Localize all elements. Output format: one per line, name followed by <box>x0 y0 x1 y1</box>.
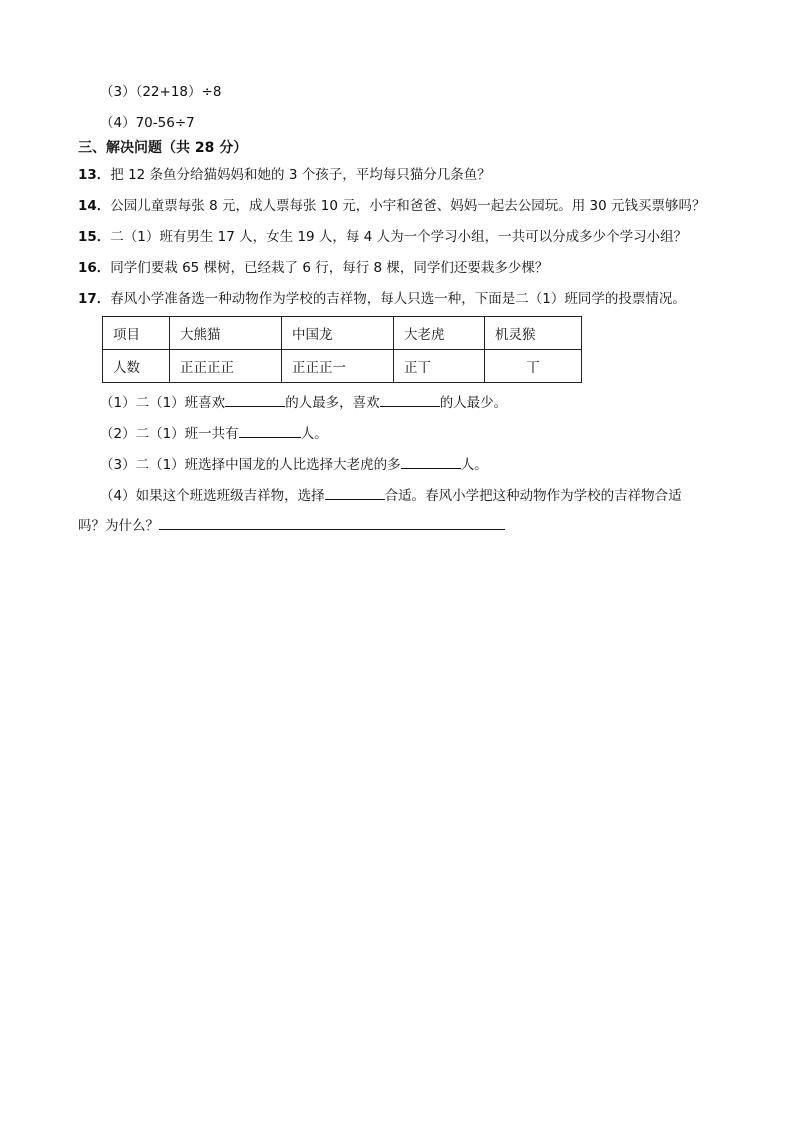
subquestion-text: 吗？为什么？ <box>78 518 159 534</box>
answer-blank[interactable] <box>225 392 285 407</box>
question-number: 16． <box>78 260 111 276</box>
subquestion-4-continued <box>78 515 505 536</box>
vote-table <box>102 316 582 383</box>
table-header-cell: 大老虎 <box>394 317 485 350</box>
subquestion-text: （2）二（1）班一共有 <box>100 426 239 442</box>
question-text: 公园儿童票每张 8 元，成人票每张 10 元，小宇和爸爸、妈妈一起去公园玩。用 30 元钱买票够吗？ <box>110 198 706 214</box>
subquestion-text: 合适。春风小学把这种动物作为学校的吉祥物合适 <box>384 488 682 504</box>
subquestion-text: 人。 <box>460 457 488 473</box>
subquestion-1 <box>100 392 507 413</box>
table-header-row <box>103 317 582 350</box>
table-header-cell: 项目 <box>103 317 170 350</box>
tally-cell: 正正正正 <box>170 350 282 383</box>
tally-cell: 正丅 <box>394 350 485 383</box>
subquestion-text: 的人最少。 <box>439 395 508 411</box>
question-13 <box>78 165 491 185</box>
question-text: 同学们要栽 65 棵树，已经栽了 6 行，每行 8 棵，同学们还要栽多少棵？ <box>110 260 549 276</box>
subquestion-text: 的人最多，喜欢 <box>285 395 380 411</box>
question-number: 14． <box>78 198 111 214</box>
subquestion-text: 人。 <box>300 426 328 442</box>
subquestion-2 <box>100 423 328 444</box>
question-number: 13． <box>78 167 111 183</box>
answer-blank[interactable] <box>239 423 301 438</box>
subquestion-3 <box>100 454 488 475</box>
subquestion-text: （1）二（1）班喜欢 <box>100 395 226 411</box>
question-14 <box>78 196 706 216</box>
section-title: 三、解决问题（共 28 分） <box>78 140 248 156</box>
calc-item-4: （4）70-56÷7 <box>100 115 195 131</box>
question-number: 17． <box>78 291 111 307</box>
table-header-cell: 机灵猴 <box>485 317 582 350</box>
table-row-label: 人数 <box>103 350 170 383</box>
subquestion-text: （3）二（1）班选择中国龙的人比选择大老虎的多 <box>100 457 401 473</box>
question-number: 15． <box>78 229 111 245</box>
answer-blank[interactable] <box>380 392 440 407</box>
answer-blank[interactable] <box>159 515 505 530</box>
subquestion-text: （4）如果这个班选班级吉祥物，选择 <box>100 488 325 504</box>
tally-cell: 丅 <box>485 350 582 383</box>
answer-blank[interactable] <box>401 454 461 469</box>
subquestion-4 <box>100 485 682 506</box>
question-text: 春风小学准备选一种动物作为学校的吉祥物，每人只选一种，下面是二（1）班同学的投票情况。 <box>110 291 686 307</box>
table-row <box>103 350 582 383</box>
question-text: 二（1）班有男生 17 人，女生 19 人，每 4 人为一个学习小组，一共可以分成多少个学习小组？ <box>110 229 688 245</box>
table-header-cell: 中国龙 <box>282 317 394 350</box>
tally-cell: 正正正一 <box>282 350 394 383</box>
table-header-cell: 大熊猫 <box>170 317 282 350</box>
answer-blank[interactable] <box>325 485 385 500</box>
question-text: 把 12 条鱼分给猫妈妈和她的 3 个孩子，平均每只猫分几条鱼？ <box>110 167 491 183</box>
calc-item-3: （3）（22+18）÷8 <box>100 84 222 100</box>
question-15 <box>78 227 687 247</box>
question-17 <box>78 289 686 309</box>
question-16 <box>78 258 548 278</box>
